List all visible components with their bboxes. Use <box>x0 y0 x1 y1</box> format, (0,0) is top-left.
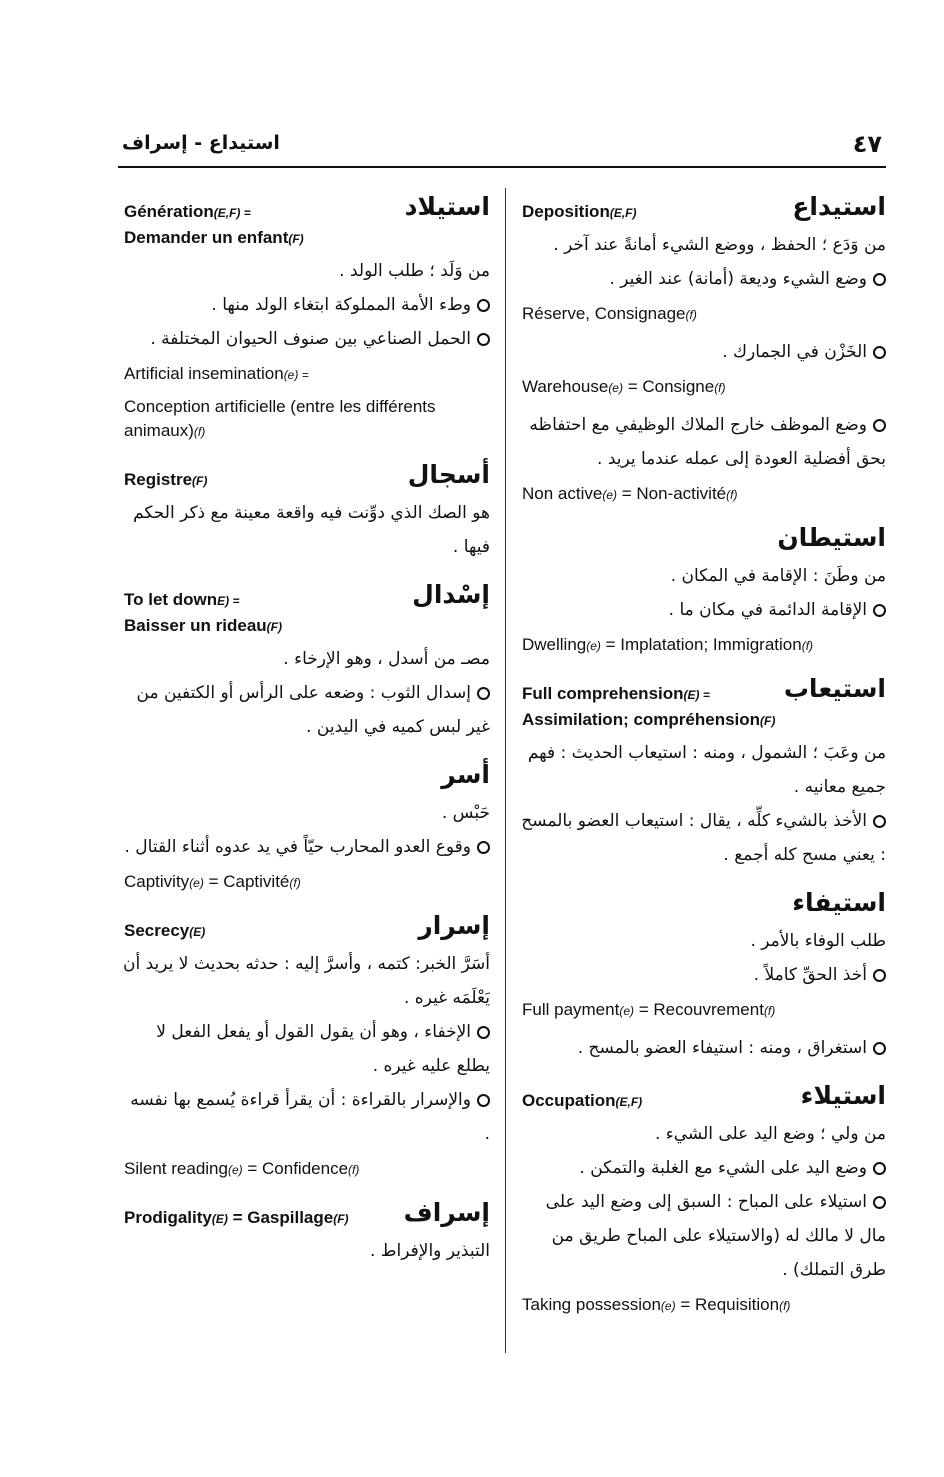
entry-isdal <box>122 580 490 744</box>
entry-istila <box>520 1081 886 1318</box>
entry-term: إسْدال <box>412 580 490 609</box>
translation-line: Warehouse(e) = Consigne(f) <box>522 377 726 396</box>
circle-bullet-icon <box>477 333 490 346</box>
entry-asr <box>122 760 490 895</box>
definition-line: وقوع العدو المحارب حيّاً في يد عدوه أثناء القتال . <box>122 830 490 864</box>
entry-head <box>122 192 490 228</box>
entry-term: استيلاد <box>404 192 490 221</box>
entry-head <box>122 580 490 616</box>
translation-line: Non active(e) = Non-activité(f) <box>522 484 738 503</box>
entry-istifa <box>520 888 886 1065</box>
entry-head <box>122 1198 490 1234</box>
entry-term: استيلاء <box>800 1081 886 1110</box>
entry-istida <box>520 192 886 507</box>
circle-bullet-icon <box>477 299 490 312</box>
entry-term: استيعاب <box>783 674 886 703</box>
page-header <box>118 128 886 168</box>
entry-gloss-secondary: Baisser un rideau(F) <box>124 616 282 635</box>
entry-head <box>520 192 886 228</box>
entry-gloss: Full comprehension(E) = <box>522 684 710 703</box>
definition-line: هو الصك الذي دوِّنت فيه واقعة معينة مع ذكر الحكم فيها . <box>133 503 490 557</box>
definition-line: والإسرار بالقراءة : أن يقرأ قراءة يُسمع بها نفسه . <box>130 1090 490 1144</box>
definition-line: وضع اليد على الشيء مع الغلبة والتمكن . <box>520 1151 886 1185</box>
entry-head <box>122 760 490 796</box>
translation-line: Artificial insemination(e) = <box>124 364 309 383</box>
definition-line: من وَلَد ؛ طلب الولد . <box>339 261 490 281</box>
translation-line: Taking possession(e) = Requisition(f) <box>522 1295 791 1314</box>
definition-line: الإخفاء ، وهو أن يقول القول أو يفعل الفعل لا يطلع عليه غيره . <box>156 1022 490 1076</box>
entry-gloss: Génération(E,F) = <box>124 202 251 221</box>
definition-line: من وعَبَ ؛ الشمول ، ومنه : استيعاب الحديث : فهم جميع معانيه . <box>527 743 886 797</box>
entry-israr <box>122 911 490 1182</box>
entry-gloss: Secrecy(E) <box>124 921 206 940</box>
definition-line: الحمل الصناعي بين صنوف الحيوان المختلفة . <box>122 322 490 356</box>
entry-head <box>520 674 886 710</box>
definition-line: حَبْس . <box>441 803 490 823</box>
entry-istitan <box>520 523 886 658</box>
circle-bullet-icon <box>873 1042 886 1055</box>
circle-bullet-icon <box>873 419 886 432</box>
circle-bullet-icon <box>873 969 886 982</box>
entry-head <box>520 523 886 559</box>
definition-line: طلب الوفاء بالأمر . <box>750 931 886 951</box>
translation-line: Dwelling(e) = Implatation; Immigration(f) <box>522 635 814 654</box>
running-title: استيداع - إسراف <box>122 132 280 154</box>
right-column <box>520 192 886 1334</box>
definition-line: الخَزْن في الجمارك . <box>520 335 886 369</box>
entry-term: استيفاء <box>792 888 886 917</box>
definition-line: التبذير والإفراط . <box>370 1241 490 1261</box>
entry-asjal <box>122 460 490 564</box>
definition-line: وضع الموظف خارج الملاك الوظيفي مع احتفاظه بحق أفضلية العودة إلى عمله عندما يريد . <box>529 415 886 469</box>
entry-head <box>122 460 490 496</box>
circle-bullet-icon <box>873 1162 886 1175</box>
entry-gloss: Prodigality(E) = Gaspillage(F) <box>124 1208 349 1227</box>
definition-line: استيلاء على المباح : السبق إلى وضع اليد على مال لا مالك له (والاستيلاء على المباح طريق من طرق التملك) . <box>545 1192 886 1280</box>
entry-istiab <box>520 674 886 872</box>
translation-line: Conception artificielle (entre les différents animaux)(f) <box>124 397 436 440</box>
column-divider <box>505 188 506 1353</box>
definition-line: إسدال الثوب : وضعه على الرأس أو الكتفين من غير لبس كميه في اليدين . <box>136 683 490 737</box>
definition-line: الأخذ بالشيء كلِّه ، يقال : استيعاب العضو بالمسح : يعني مسح كله أجمع . <box>521 811 886 865</box>
definition-line: وضع الشيء وديعة (أمانة) عند الغير . <box>520 262 886 296</box>
entry-gloss: Registre(F) <box>124 470 208 489</box>
circle-bullet-icon <box>477 841 490 854</box>
definition-line: مصـ من أسدل ، وهو الإرخاء . <box>283 649 490 669</box>
definition-line: من ولي ؛ وضع اليد على الشيء . <box>654 1124 886 1144</box>
translation-line: Full payment(e) = Recouvrement(f) <box>522 1000 776 1019</box>
entry-head <box>122 911 490 947</box>
page-number: ٤٧ <box>852 130 882 158</box>
definition-line: الإقامة الدائمة في مكان ما . <box>520 593 886 627</box>
entry-gloss: Occupation(E,F) <box>522 1091 643 1110</box>
entry-gloss-secondary: Assimilation; compréhension(F) <box>522 710 776 729</box>
entry-head <box>520 1081 886 1117</box>
entry-gloss-secondary: Demander un enfant(F) <box>124 228 304 247</box>
definition-line: وطء الأمة المملوكة ابتغاء الولد منها . <box>122 288 490 322</box>
definition-line: أخذ الحقِّ كاملاً . <box>520 958 886 992</box>
circle-bullet-icon <box>873 604 886 617</box>
definition-line: من وَدَع ؛ الحفظ ، ووضع الشيء أمانةً عند آخر . <box>553 235 886 255</box>
circle-bullet-icon <box>873 273 886 286</box>
entry-term: استيطان <box>777 523 886 552</box>
definition-line: من وطَنَ : الإقامة في المكان . <box>670 566 886 586</box>
entry-term: أسجال <box>407 460 490 489</box>
entry-gloss: Deposition(E,F) <box>522 202 637 221</box>
circle-bullet-icon <box>873 815 886 828</box>
definition-line: استغراق ، ومنه : استيفاء العضو بالمسح . <box>520 1031 886 1065</box>
entry-term: أسر <box>441 760 490 789</box>
translation-line: Réserve, Consignage(f) <box>522 304 697 323</box>
circle-bullet-icon <box>477 687 490 700</box>
entry-term: استيداع <box>792 192 886 221</box>
translation-line: Captivity(e) = Captivité(f) <box>124 872 301 891</box>
entry-istilad <box>122 192 490 444</box>
entry-term: إسراف <box>403 1198 490 1227</box>
entry-term: إسرار <box>418 911 490 940</box>
circle-bullet-icon <box>477 1094 490 1107</box>
entry-israf <box>122 1198 490 1268</box>
entry-gloss: To let downE) = <box>124 590 240 609</box>
circle-bullet-icon <box>873 346 886 359</box>
entry-head <box>520 888 886 924</box>
circle-bullet-icon <box>477 1026 490 1039</box>
definition-line: أسَرَّ الخبر: كتمه ، وأسرَّ إليه : حدثه بحديث لا يريد أن يَعْلَمَه غيره . <box>123 954 490 1008</box>
left-column <box>122 192 490 1284</box>
circle-bullet-icon <box>873 1196 886 1209</box>
translation-line: Silent reading(e) = Confidence(f) <box>124 1159 360 1178</box>
